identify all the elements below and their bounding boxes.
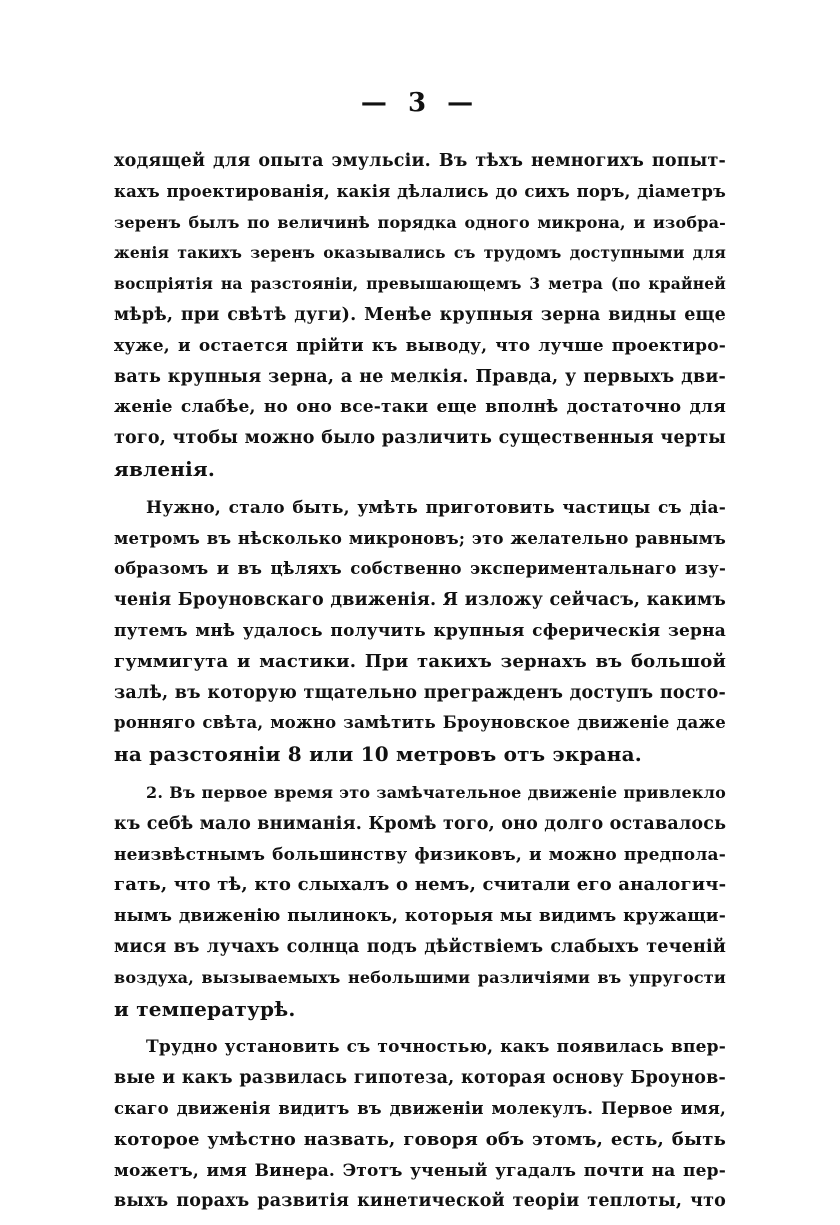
text-line: образомъ и въ цѣляхъ собственно экспериментальнаго изу- (114, 559, 726, 579)
text-line: Нужно, стало быть, умѣть приготовить частицы съ діа- (146, 497, 726, 518)
text-line: воздуха, вызываемыхъ небольшими различіями въ упругости (114, 967, 726, 987)
text-line: воспріятія на разстояніи, превышающемъ 3 метра (по крайней (114, 274, 726, 294)
text-line: можетъ, имя Винера. Этотъ ученый угадалъ почти на пер- (114, 1160, 726, 1181)
text-line: мѣрѣ, при свѣтѣ дуги). Менѣе крупныя зерна видны еще (114, 304, 726, 325)
text-line: метромъ въ нѣсколько микроновъ; это желательно равнымъ (114, 528, 726, 548)
text-line: скаго движенія видитъ въ движеніи молекулъ. Первое имя, (114, 1098, 726, 1118)
text-line: которое умѣстно назвать, говоря объ этомъ, есть, быть (114, 1128, 726, 1150)
paragraph-2 (114, 493, 726, 770)
text-line: хуже, и остается прійти къ выводу, что лучше проектиро- (114, 335, 726, 356)
text-line: женія такихъ зеренъ оказывались съ трудомъ доступными для (114, 243, 726, 263)
text-line: на разстояніи 8 или 10 метровъ отъ экрана. (114, 742, 642, 767)
text-line: женіе слабѣе, но оно все-таки еще вполнѣ достаточно для (114, 397, 726, 418)
text-line: вые и какъ развилась гипотеза, которая основу Броунов- (114, 1068, 726, 1089)
text-line: явленія. (114, 456, 216, 481)
text-line: залѣ, въ которую тщательно прегражденъ доступъ посто- (114, 682, 726, 703)
paragraph-4 (114, 1032, 726, 1217)
text-line: выхъ порахъ развитія кинетической теоріи теплоты, что (114, 1191, 726, 1212)
text-line: и температурѣ. (114, 996, 296, 1021)
text-line: нымъ движенію пылинокъ, которыя мы видимъ кружащи- (114, 906, 726, 927)
text-line: гуммигута и мастики. При такихъ зернахъ въ большой (114, 650, 726, 672)
text-line: ченія Броуновскаго движенія. Я изложу сейчасъ, какимъ (114, 590, 726, 611)
text-line: ходящей для опыта эмульсіи. Въ тѣхъ немногихъ попыт- (114, 151, 726, 171)
text-line: вать крупныя зерна, а не мелкія. Правда, у первыхъ дви- (114, 366, 726, 387)
text-line: зеренъ былъ по величинѣ порядка одного микрона, и изобра- (114, 212, 726, 232)
text-line: того, чтобы можно было различить существенныя черты (114, 428, 726, 449)
text-line: мися въ лучахъ солнца подъ дѣйствіемъ слабыхъ теченій (114, 936, 726, 957)
text-line: къ себѣ мало вниманія. Кромѣ того, оно долго оставалось (114, 813, 726, 834)
text-line: неизвѣстнымъ большинству физиковъ, и можно предпола- (114, 844, 726, 865)
text-line: 2. Въ первое время это замѣчательное движеніе привлекло (146, 782, 726, 802)
text-line: ронняго свѣта, можно замѣтить Броуновское движеніе даже (114, 713, 726, 733)
paragraph-3 (114, 778, 726, 1024)
text-line: гать, что тѣ, кто слыхалъ о немъ, считали его аналогич- (114, 874, 726, 896)
text-line: Трудно установить съ точностью, какъ появилась впер- (146, 1037, 726, 1058)
page-number: — 3 — (360, 88, 480, 118)
text-line: путемъ мнѣ удалось получить крупныя сферическія зерна (114, 620, 726, 641)
paragraph-1 (114, 146, 726, 485)
body-text (114, 146, 726, 1225)
text-line: кахъ проектированія, какія дѣлались до сихъ поръ, діаметръ (114, 181, 726, 201)
